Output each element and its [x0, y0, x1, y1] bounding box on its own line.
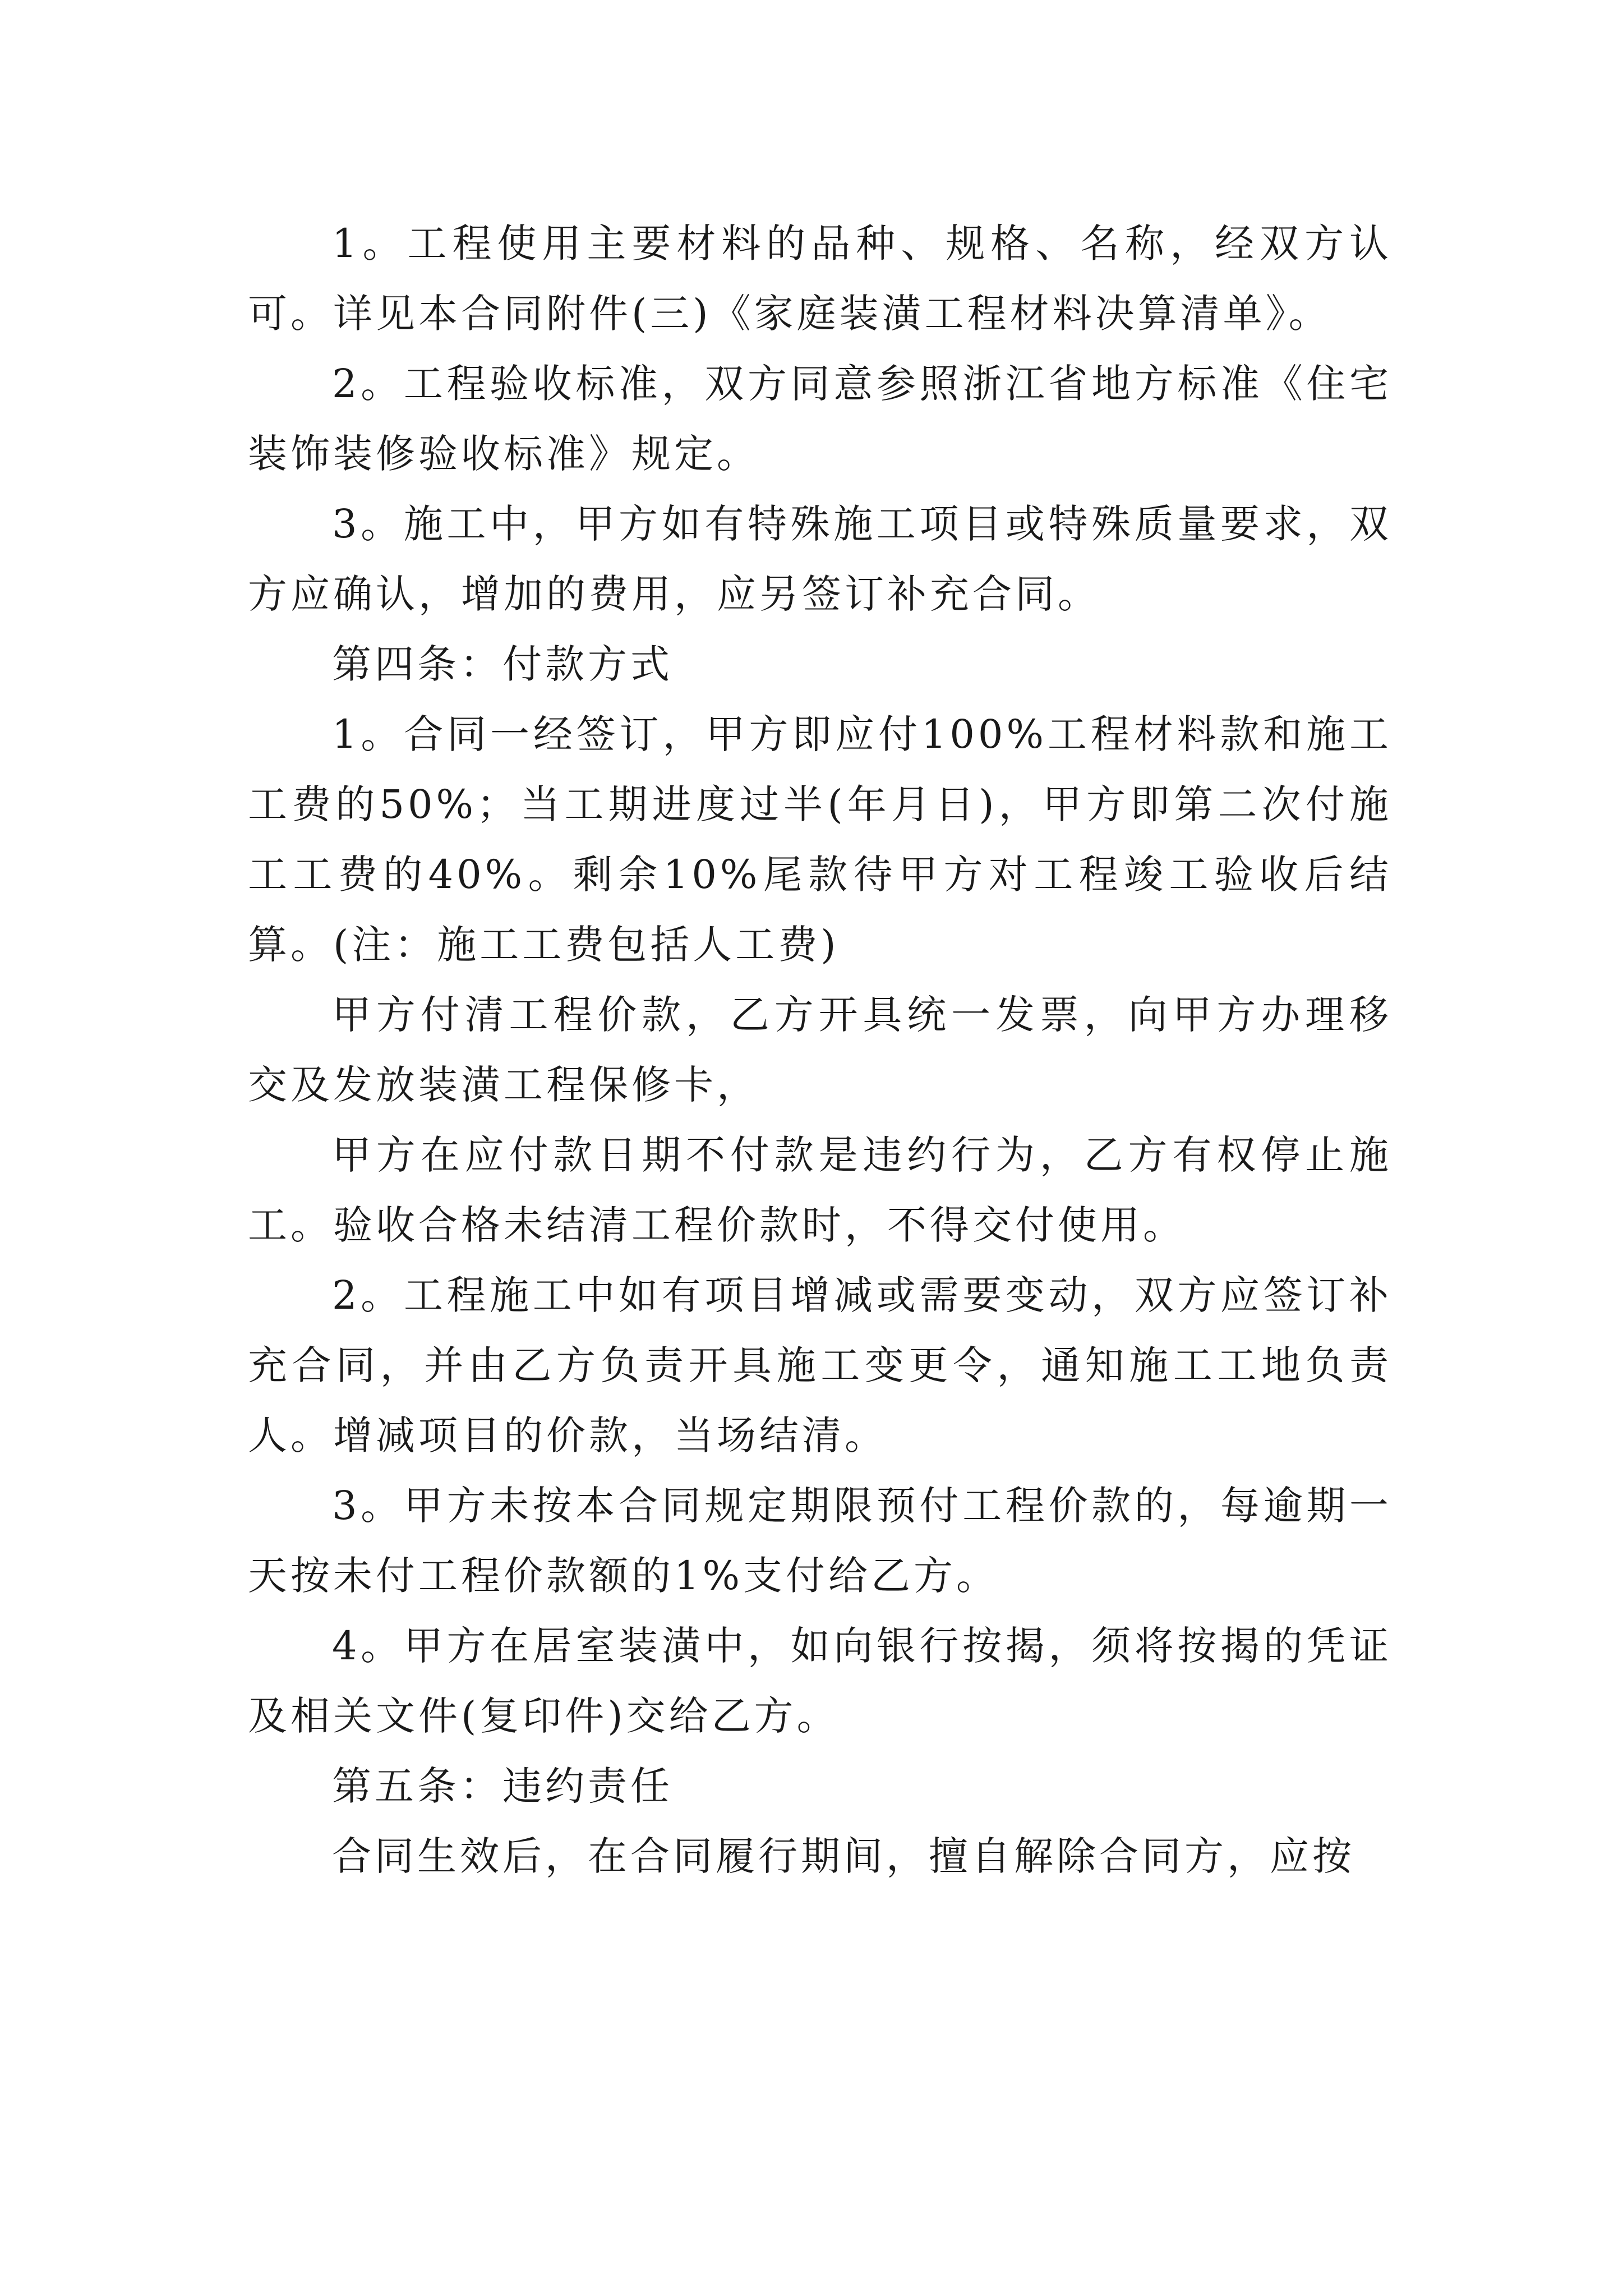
clause-overdue-penalty: 3。甲方未按本合同规定期限预付工程价款的，每逾期一天按未付工程价款额的1%支付给乙方。 — [248, 1483, 1392, 1599]
article-5-heading: 第五条：违约责任 — [332, 1763, 673, 1809]
clause-late-payment-breach: 甲方在应付款日期不付款是违约行为，乙方有权停止施工。验收合格未结清工程价款时，不得交付使用。 — [248, 1132, 1392, 1248]
document-body — [248, 209, 1392, 1892]
clause-special-requirements: 3。施工中，甲方如有特殊施工项目或特殊质量要求，双方应确认，增加的费用，应另签订补充合同。 — [248, 501, 1392, 617]
article-4-heading: 第四条：付款方式 — [332, 641, 673, 687]
clause-materials: 1。工程使用主要材料的品种、规格、名称，经双方认可。详见本合同附件(三)《家庭装潢工程材料决算清单》。 — [248, 220, 1392, 337]
clause-payment-schedule: 1。合同一经签订，甲方即应付100%工程材料款和施工工费的50%；当工期进度过半(年月日)，甲方即第二次付施工工费的40%。剩余10%尾款待甲方对工程竣工验收后结算。(注：施工工费包括人工费) — [248, 711, 1392, 968]
clause-mortgage-documents: 4。甲方在居室装潢中，如向银行按揭，须将按揭的凭证及相关文件(复印件)交给乙方。 — [248, 1623, 1392, 1739]
clause-invoice-handover: 甲方付清工程价款，乙方开具统一发票，向甲方办理移交及发放装潢工程保修卡， — [248, 992, 1392, 1108]
clause-acceptance-standard: 2。工程验收标准，双方同意参照浙江省地方标准《住宅装饰装修验收标准》规定。 — [248, 361, 1392, 477]
clause-breach-liability: 合同生效后，在合同履行期间，擅自解除合同方，应按 — [332, 1833, 1355, 1879]
clause-change-orders: 2。工程施工中如有项目增减或需要变动，双方应签订补充合同，并由乙方负责开具施工变更令，通知施工工地负责人。增减项目的价款，当场结清。 — [248, 1272, 1392, 1458]
